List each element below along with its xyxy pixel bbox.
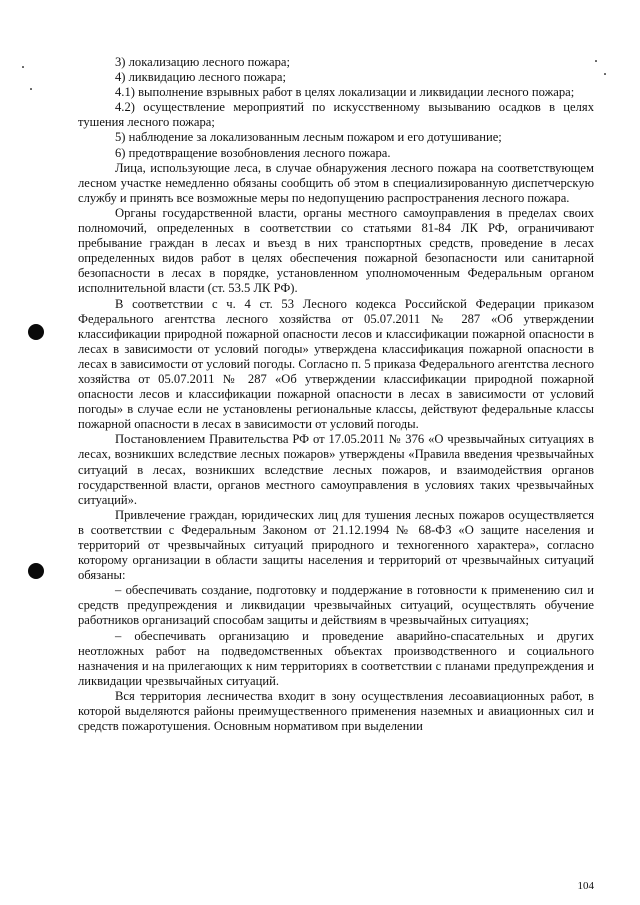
paragraph: – обеспечивать организацию и проведение аварийно-спасательных и других неотложных работ на подведомственных объектах производственного и социального назначения и на прилегающих к ним территориях в соответствии с планами предупреждения и ликвидации чрезвычайных ситуаций. bbox=[78, 628, 594, 688]
list-item: 5) наблюдение за локализованным лесным пожаром и его дотушивание; bbox=[115, 130, 502, 145]
paragraph: Вся территория лесничества входит в зону осуществления лесоавиационных работ, в которой выделяются районы преимущественного применения наземных и авиационных сил и средств пожаротушения. Основным нормативом при выделении bbox=[78, 688, 594, 734]
page-number: 104 bbox=[577, 880, 594, 892]
scan-speck bbox=[604, 73, 606, 75]
list-item: 4.1) выполнение взрывных работ в целях локализации и ликвидации лесного пожара; bbox=[115, 85, 575, 100]
paragraph: Органы государственной власти, органы местного самоуправления в пределах своих полномочий, определенных в соответствии со статьями 81-84 ЛК РФ, ограничивают пребывание граждан в лесах и въезд в них транспортных средств, проведение в лесах определенных видов работ в целях обеспечения пожарной безопасности или санитарной безопасности в лесах в порядке, установленном уполномоченным Федеральным органом исполнительной власти (ст. 53.5 ЛК РФ). bbox=[78, 205, 594, 296]
punch-hole bbox=[28, 563, 44, 579]
paragraph: Лица, использующие леса, в случае обнаружения лесного пожара на соответствующем лесном участке немедленно обязаны сообщить об этом в специализированную диспетчерскую службу и принять все возможные меры по недопущению распространения лесного пожара. bbox=[78, 160, 594, 205]
paragraph: – обеспечивать создание, подготовку и поддержание в готовности к применению сил и средств предупреждения и ликвидации чрезвычайных ситуаций, осуществлять обучение работников организаций способам защиты и действиям в чрезвычайных ситуациях; bbox=[78, 583, 594, 628]
scan-speck bbox=[22, 66, 24, 68]
list-item: 4) ликвидацию лесного пожара; bbox=[115, 70, 287, 85]
list-item: 3) локализацию лесного пожара; bbox=[115, 55, 290, 69]
scan-speck bbox=[30, 88, 32, 90]
list-item: 4.2) осуществление мероприятий по искусственному вызыванию осадков в целях тушения лесного пожара; bbox=[78, 100, 594, 130]
paragraph: Постановлением Правительства РФ от 17.05.2011 № 376 «О чрезвычайных ситуациях в лесах, возникших вследствие лесных пожаров» утверждены «Правила введения чрезвычайных ситуаций в лесах, возникших вследствие лесных пожаров, и взаимодействия органов государственной власти, органов местного самоуправления в условиях таких чрезвычайных ситуаций». bbox=[78, 432, 594, 507]
paragraph: В соответствии с ч. 4 ст. 53 Лесного кодекса Российской Федерации приказом Федерального агентства лесного хозяйства от 05.07.2011 № 287 «Об утверждении классификации природной пожарной опасности лесов и классификации пожарной опасности в лесах в зависимости от условий погоды» утверждена классификация пожарной опасности в лесах в зависимости от условий погоды. Согласно п. 5 приказа Федерального агентства лесного хозяйства от 05.07.2011 № 287 «Об утверждении классификации природной пожарной опасности лесов и классификации пожарной опасности в лесах в зависимости от условий погоды» в случае если не установлены региональные классы, действуют федеральные классы пожарной опасности в лесах в зависимости от условий погоды. bbox=[78, 296, 594, 432]
list-item: 6) предотвращение возобновления лесного пожара. bbox=[115, 145, 391, 160]
paragraph: Привлечение граждан, юридических лиц для тушения лесных пожаров осуществляется в соответствии с Федеральным Законом от 21.12.1994 № 68-ФЗ «О защите населения и территорий от чрезвычайных ситуаций природного и техногенного характера», согласно которому организации в области защиты населения и территорий от чрезвычайных ситуаций обязаны: bbox=[78, 507, 594, 583]
scan-speck bbox=[595, 60, 597, 62]
document-body bbox=[78, 55, 594, 734]
punch-hole bbox=[28, 324, 44, 340]
